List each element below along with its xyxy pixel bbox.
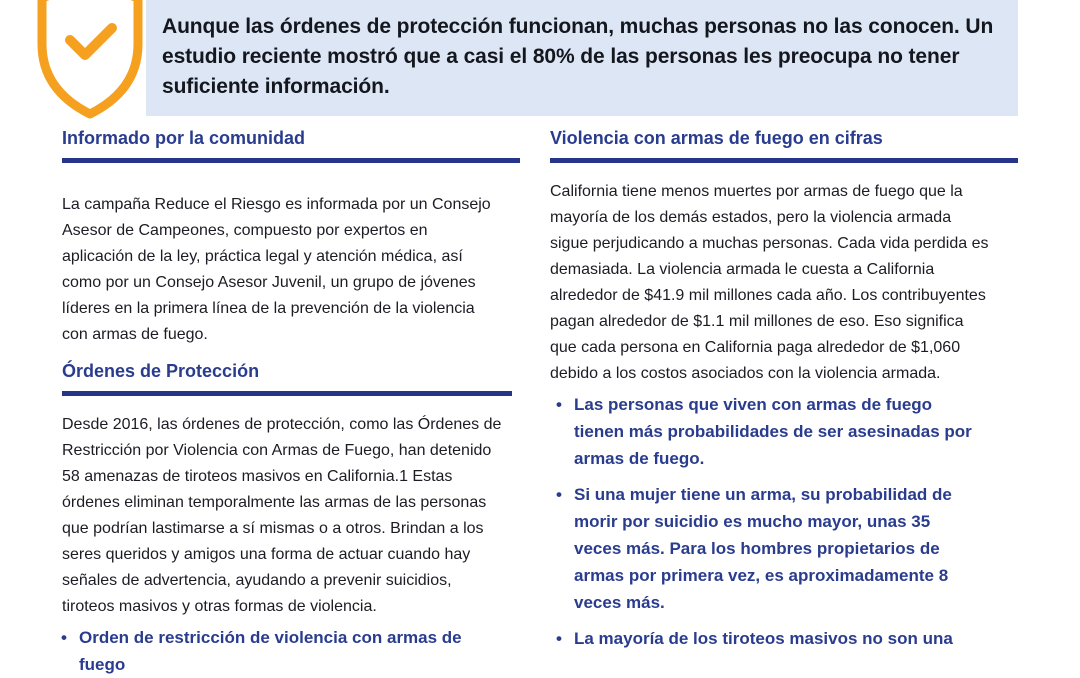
shield-check-icon <box>34 0 146 120</box>
orders-bullet-list <box>62 624 499 678</box>
figures-body: California tiene menos muertes por armas de fuego que la mayoría de los demás estados, pero la violencia armada sigue perjudicando a muchas personas. Cada vida perdida es demasiada. La violencia armada le cuesta a California alrededor de $41.9 mil millones cada año. Los contribuyentes pagan alrededor de $1.1 mil millones de eso. Eso significa que cada persona en California paga alrededor de $1,060 debido a los costos asociados con la violencia armada. <box>550 183 989 382</box>
orders-body: Desde 2016, las órdenes de protección, como las Órdenes de Restricción por Violencia con Armas de Fuego, han detenido 58 amenazas de tiroteos masivos en California.1 Estas órdenes eliminan temporalmente las armas de las personas que podrían lastimarse a sí mismas o a otros. Brindan a los seres queridos y amigos una forma de actuar cuando hay señales de advertencia, ayudando a prevenir suicidios, tiroteos masivos y otras formas de violencia. <box>62 416 502 615</box>
figures-bullet-list <box>550 391 974 652</box>
list-item: • Las personas que viven con armas de fuego tienen más probabilidades de ser asesinadas por armas de fuego. <box>574 391 974 472</box>
section-title-community: Informado por la comunidad <box>62 128 306 148</box>
callout-text: Aunque las órdenes de protección funcionan, muchas personas no las conocen. Un estudio reciente mostró que a casi el 80% de las personas les preocupa no tener suficiente información. <box>162 15 994 98</box>
community-body: La campaña Reduce el Riesgo es informada por un Consejo Asesor de Campeones, compuesto por expertos en aplicación de la ley, práctica legal y atención médica, así como por un Consejo Asesor Juvenil, un grupo de jóvenes líderes en la primera línea de la prevención de la violencia con armas de fuego. <box>62 196 491 343</box>
section-divider <box>550 158 1018 163</box>
section-title-figures: Violencia con armas de fuego en cifras <box>550 128 883 148</box>
left-column <box>62 124 520 678</box>
list-item: • Si una mujer tiene un arma, su probabilidad de morir por suicidio es mucho mayor, unas 35 veces más. Para los hombres propietarios de armas por primera vez, es aproximadamente 8 veces más. <box>574 481 974 616</box>
list-item: • La mayoría de los tiroteos masivos no son una <box>574 625 974 652</box>
right-column <box>550 124 1018 652</box>
section-divider <box>62 158 520 163</box>
section-divider <box>62 391 512 396</box>
section-title-orders: Órdenes de Protección <box>62 361 260 381</box>
list-item: • Orden de restricción de violencia con armas de fuego <box>79 624 499 678</box>
callout-box <box>146 0 1018 116</box>
